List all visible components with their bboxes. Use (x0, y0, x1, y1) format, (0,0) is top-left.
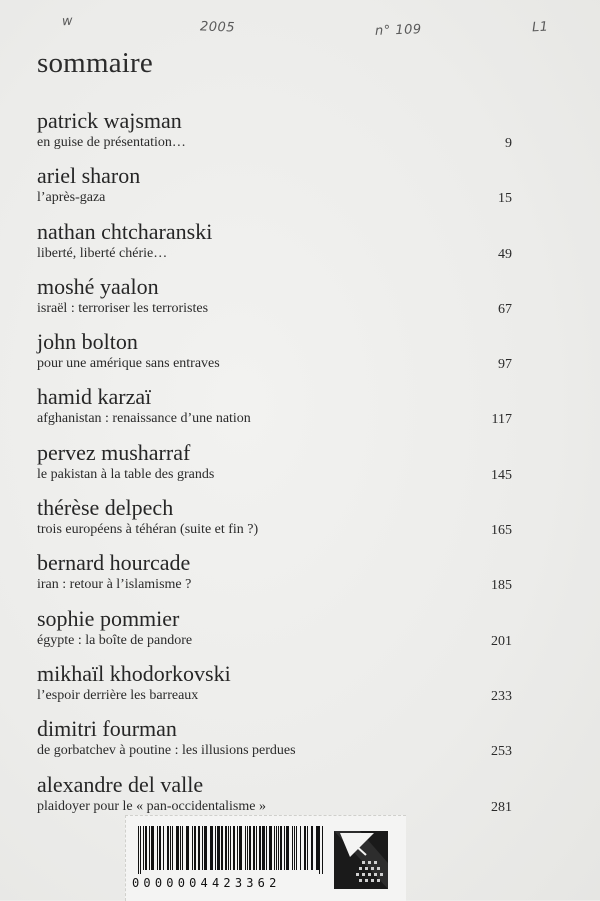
barcode-bar (202, 826, 203, 870)
entry-subtitle: trois européens à téhéran (suite et fin ?) (37, 522, 259, 538)
entry-author: alexandre del valle (37, 771, 204, 797)
barcode-bar (210, 826, 213, 870)
toc-entry[interactable] (37, 108, 512, 163)
barcode-bar (140, 826, 141, 874)
barcode-bar (167, 826, 169, 870)
entry-subtitle: de gorbatchev à poutine : les illusions perdues (37, 743, 296, 759)
barcode-bar (292, 826, 293, 870)
barcode-bar (278, 826, 279, 870)
entry-page-number: 15 (498, 191, 512, 207)
entry-author: sophie pommier (37, 605, 180, 631)
barcode-bar (228, 826, 229, 870)
entry-subtitle: iran : retour à l’islamisme ? (37, 577, 192, 593)
barcode-bar (172, 826, 173, 870)
entry-subtitle: le pakistan à la table des grands (37, 466, 215, 482)
barcode-bar (192, 826, 193, 870)
barcode-bar (198, 826, 200, 870)
barcode-bar (157, 826, 158, 870)
barcode-bar (217, 826, 220, 870)
entry-subtitle: pour une amérique sans entraves (37, 356, 220, 372)
barcode-bar (138, 826, 139, 874)
entry-page-number: 9 (505, 136, 512, 151)
entry-page-number: 233 (491, 688, 512, 704)
entry-author: mikhaïl khodorkovski (37, 660, 231, 686)
barcode-bar (307, 826, 308, 870)
barcode-bar (322, 826, 323, 874)
page-title: sommaire (37, 47, 153, 79)
entry-author: patrick wajsman (37, 108, 182, 133)
toc-entry[interactable] (37, 550, 512, 605)
entry-author: hamid karzaï (37, 384, 152, 410)
barcode-bar (221, 826, 223, 870)
handwritten-note: 2005 (199, 19, 236, 36)
toc-entry[interactable] (37, 219, 512, 274)
entry-author: thérèse delpech (37, 495, 174, 521)
handwritten-note: L1 (531, 19, 549, 36)
barcode-bar (262, 826, 265, 870)
entry-page-number: 97 (498, 357, 512, 373)
table-of-contents (37, 108, 512, 827)
barcode-bar (151, 826, 154, 870)
entry-subtitle: l’espoir derrière les barreaux (37, 687, 199, 703)
handwritten-note: n° 109 (374, 22, 422, 39)
barcode-number: 0000004423362 (132, 876, 281, 890)
entry-subtitle: israël : terroriser les terroristes (37, 300, 209, 316)
toc-entry[interactable] (37, 495, 512, 550)
barcode-bar (276, 826, 277, 870)
barcode-bar (253, 826, 255, 870)
toc-entry[interactable] (37, 274, 512, 329)
barcode-bar (249, 826, 251, 870)
barcode-bar (215, 826, 216, 870)
barcode-bar (269, 826, 272, 870)
entry-page-number: 165 (491, 523, 512, 539)
publisher-logo-icon (330, 827, 392, 893)
barcode-bar (176, 826, 179, 870)
entry-page-number: 281 (491, 799, 512, 815)
entry-page-number: 185 (491, 578, 512, 594)
entry-page-number: 253 (491, 744, 512, 760)
barcode-bar (237, 826, 238, 870)
barcode-bar (180, 826, 181, 870)
entry-subtitle: plaidoyer pour le « pan-occidentalisme » (37, 798, 266, 814)
barcode-bar (145, 826, 147, 870)
toc-entry[interactable] (37, 440, 512, 495)
entry-author: nathan chtcharanski (37, 218, 213, 244)
barcode-bar (247, 826, 248, 870)
barcode-bar (266, 826, 267, 870)
barcode-bar (143, 826, 144, 870)
barcode-bar (296, 826, 297, 870)
toc-entry[interactable] (37, 661, 512, 716)
barcode-bar (245, 826, 246, 870)
entry-author: bernard hourcade (37, 550, 191, 576)
barcode-bar (300, 826, 301, 870)
entry-author: moshé yaalon (37, 273, 159, 299)
entry-page-number: 201 (491, 633, 512, 649)
barcode (138, 826, 324, 874)
toc-entry[interactable] (37, 163, 512, 218)
toc-entry[interactable] (37, 329, 512, 384)
barcode-bar (274, 826, 275, 870)
entry-author: ariel sharon (37, 163, 141, 189)
barcode-bar (149, 826, 150, 870)
entry-author: dimitri fourman (37, 716, 177, 742)
barcode-bar (239, 826, 242, 870)
barcode-bar (294, 826, 295, 870)
barcode-bar (204, 826, 207, 870)
entry-subtitle: égypte : la boîte de pandore (37, 632, 193, 648)
barcode-bar (163, 826, 164, 870)
barcode-bar (194, 826, 196, 870)
barcode-bar (286, 826, 289, 870)
barcode-bar (256, 826, 257, 870)
barcode-bar (159, 826, 161, 870)
barcode-bar (284, 826, 285, 870)
entry-subtitle: en guise de présentation… (37, 135, 186, 150)
toc-entry[interactable] (37, 384, 512, 439)
entry-subtitle: l’après-gaza (37, 190, 106, 206)
barcode-bar (259, 826, 261, 870)
barcode-bar (186, 826, 189, 870)
barcode-bar (304, 826, 306, 870)
entry-page-number: 117 (491, 412, 512, 428)
entry-subtitle: liberté, liberté chérie… (37, 245, 168, 261)
handwritten-note: w (61, 13, 74, 30)
barcode-bar (182, 826, 183, 870)
barcode-bar (319, 826, 320, 874)
entry-subtitle: afghanistan : renaissance d’une nation (37, 411, 251, 427)
barcode-bar (233, 826, 235, 870)
barcode-bar (225, 826, 227, 870)
barcode-bar (230, 826, 231, 870)
barcode-bar (280, 826, 282, 870)
barcode-bar (170, 826, 171, 870)
entry-page-number: 145 (491, 467, 512, 483)
toc-entry[interactable] (37, 716, 512, 771)
toc-entry[interactable] (37, 606, 512, 661)
entry-page-number: 49 (498, 246, 512, 262)
entry-author: john bolton (37, 329, 138, 355)
entry-page-number: 67 (498, 301, 512, 317)
barcode-bar (311, 826, 313, 870)
entry-author: pervez musharraf (37, 439, 191, 465)
barcode-bar (316, 826, 319, 870)
